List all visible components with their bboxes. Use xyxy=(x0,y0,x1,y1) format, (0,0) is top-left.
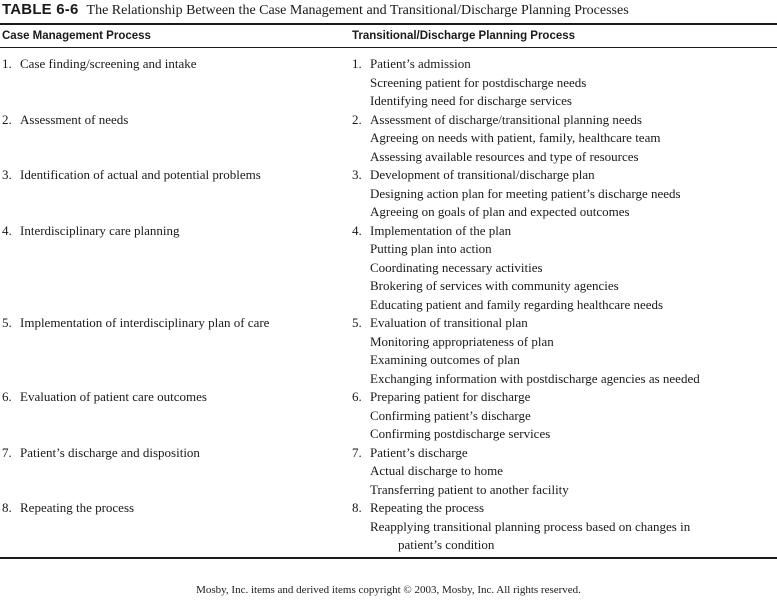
sub-step: Confirming patient’s discharge xyxy=(370,407,531,423)
sub-step: Assessing available resources and type of resources xyxy=(370,148,639,164)
sub-step: Putting plan into action xyxy=(370,241,492,256)
step-text: Assessment of needs xyxy=(20,111,129,127)
header-transitional-planning: Transitional/Discharge Planning Process xyxy=(352,30,576,42)
step-number: 4. xyxy=(2,222,12,238)
step-number: 8. xyxy=(2,500,12,515)
sub-step: Reapplying transitional planning process based on changes in xyxy=(370,518,691,534)
table-row xyxy=(0,444,777,500)
table-row xyxy=(0,166,777,222)
table-row xyxy=(0,499,777,555)
step-text: Patient’s discharge and disposition xyxy=(20,444,200,460)
case-management-step xyxy=(0,222,352,315)
step-text: Evaluation of transitional plan xyxy=(370,315,528,330)
sub-step: Identifying need for discharge services xyxy=(370,93,572,108)
case-management-step xyxy=(0,55,352,111)
step-number: 4. xyxy=(352,222,362,238)
sub-step: Actual discharge to home xyxy=(370,463,503,478)
step-number: 3. xyxy=(352,167,362,182)
step-number: 1. xyxy=(2,56,12,71)
step-text: Patient’s admission xyxy=(370,56,471,71)
step-number: 8. xyxy=(352,500,362,515)
discharge-planning-step xyxy=(352,55,777,111)
sub-step: Agreeing on needs with patient, family, healthcare team xyxy=(370,130,661,145)
discharge-planning-step xyxy=(352,314,777,388)
table-caption xyxy=(2,1,629,20)
step-text: Implementation of the plan xyxy=(370,222,512,238)
top-rule xyxy=(0,23,777,25)
sub-step: Monitoring appropriateness of plan xyxy=(370,333,554,349)
sub-step: Educating patient and family regarding healthcare needs xyxy=(370,296,664,312)
step-number: 5. xyxy=(352,315,362,330)
sub-step: Designing action plan for meeting patient’s discharge needs xyxy=(370,185,681,201)
step-text: Repeating the process xyxy=(370,500,485,515)
bottom-rule xyxy=(0,557,777,559)
header-case-management: Case Management Process xyxy=(2,30,151,42)
step-number: 7. xyxy=(352,444,362,460)
step-number: 5. xyxy=(2,315,12,330)
table-title: The Relationship Between the Case Management and Transitional/Discharge Planning Processes xyxy=(86,3,629,18)
step-number: 3. xyxy=(2,167,12,182)
sub-step: Screening patient for postdischarge needs xyxy=(370,74,587,90)
sub-step: Agreeing on goals of plan and expected outcomes xyxy=(370,204,630,219)
step-number: 2. xyxy=(2,111,12,127)
table-row xyxy=(0,55,777,111)
step-number: 6. xyxy=(2,389,12,404)
case-management-step xyxy=(0,388,352,444)
step-text: Case finding/screening and intake xyxy=(20,56,197,71)
table-number: TABLE 6-6 xyxy=(2,1,79,18)
step-text: Implementation of interdisciplinary plan of care xyxy=(20,315,270,330)
step-number: 6. xyxy=(352,389,362,404)
case-management-step xyxy=(0,111,352,167)
discharge-planning-step xyxy=(352,222,777,315)
sub-step: Coordinating necessary activities xyxy=(370,259,543,275)
step-text: Patient’s discharge xyxy=(370,444,468,460)
discharge-planning-step xyxy=(352,444,777,500)
step-text: Development of transitional/discharge plan xyxy=(370,167,595,182)
step-text: Assessment of discharge/transitional planning needs xyxy=(370,111,642,127)
discharge-planning-step xyxy=(352,111,777,167)
sub-step: Brokering of services with community agencies xyxy=(370,278,619,293)
table-row xyxy=(0,388,777,444)
sub-step: Examining outcomes of plan xyxy=(370,352,520,367)
sub-step: Confirming postdischarge services xyxy=(370,426,551,441)
header-rule xyxy=(0,47,777,48)
step-text: Preparing patient for discharge xyxy=(370,389,531,404)
case-management-step xyxy=(0,166,352,222)
step-text: Evaluation of patient care outcomes xyxy=(20,389,207,404)
step-number: 1. xyxy=(352,56,362,71)
step-text: Repeating the process xyxy=(20,500,135,515)
copyright-footer: Mosby, Inc. items and derived items copyright © 2003, Mosby, Inc. All rights reserved. xyxy=(196,584,581,596)
case-management-step xyxy=(0,499,352,555)
table-row xyxy=(0,222,777,315)
case-management-step xyxy=(0,314,352,388)
discharge-planning-step xyxy=(352,388,777,444)
table-body xyxy=(0,55,777,555)
table-row xyxy=(0,111,777,167)
sub-step: Exchanging information with postdischarge agencies as needed xyxy=(370,370,700,386)
sub-step: Transferring patient to another facility xyxy=(370,481,569,497)
discharge-planning-step xyxy=(352,499,777,555)
case-management-step xyxy=(0,444,352,500)
step-text: Identification of actual and potential problems xyxy=(20,167,261,182)
discharge-planning-step xyxy=(352,166,777,222)
table-row xyxy=(0,314,777,388)
step-number: 2. xyxy=(352,111,362,127)
step-number: 7. xyxy=(2,444,12,460)
step-text: Interdisciplinary care planning xyxy=(20,222,180,238)
sub-step-continuation: patient’s condition xyxy=(398,537,495,552)
